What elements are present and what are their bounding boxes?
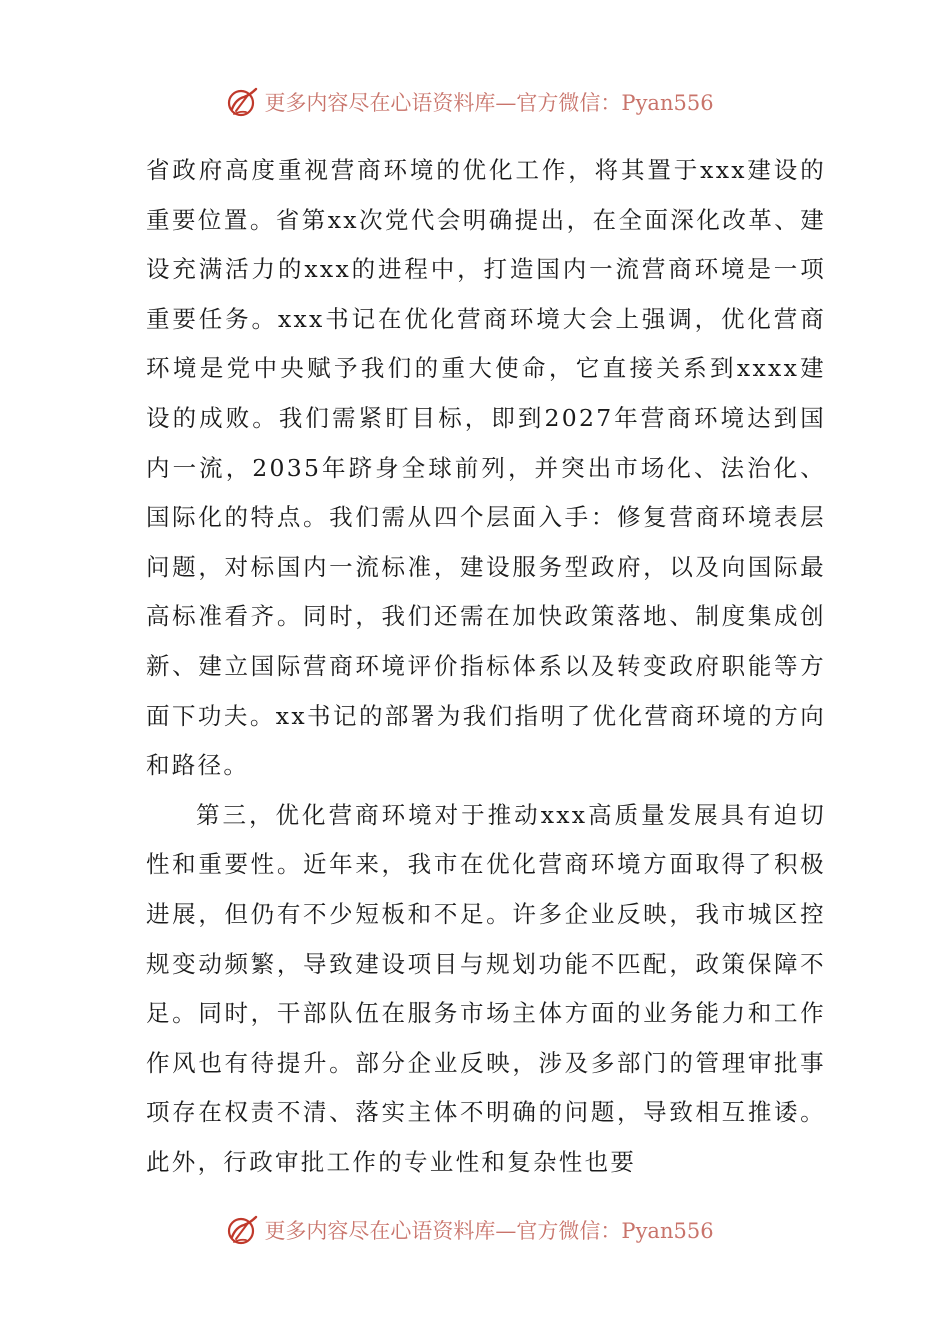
body-paragraph-1: 省政府高度重视营商环境的优化工作，将其置于xxx建设的重要位置。省第xx次党代会明确提出，在全面深化改革、建设充满活力的xxx的进程中，打造国内一流营商环境是一项重要任务。xxx书记在优化营商环境大会上强调，优化营商环境是党中央赋予我们的重大使命，它直接关系到xxxx建设的成败。我们需紧盯目标，即到2027年营商环境达到国内一流，2035年跻身全球前列，并突出市场化、法治化、国际化的特点。我们需从四个层面入手：修复营商环境表层问题，对标国内一流标准，建设服务型政府，以及向国际最高标准看齐。同时，我们还需在加快政策落地、制度集成创新、建立国际营商环境评价指标体系以及转变政府职能等方面下功夫。xx书记的部署为我们指明了优化营商环境的方向和路径。 bbox=[146, 156, 826, 780]
header-banner-text: 更多内容尽在心语资料库—官方微信：Pyan556 bbox=[264, 91, 714, 115]
pen-writing-icon bbox=[226, 85, 260, 119]
header-banner-inner bbox=[226, 85, 713, 119]
header-banner bbox=[0, 82, 950, 122]
document-body bbox=[146, 146, 826, 1187]
footer-banner-text: 更多内容尽在心语资料库—官方微信：Pyan556 bbox=[264, 1219, 714, 1243]
pen-writing-icon bbox=[226, 1213, 260, 1247]
footer-banner-inner bbox=[226, 1213, 713, 1247]
body-paragraph-2: 第三，优化营商环境对于推动xxx高质量发展具有迫切性和重要性。近年来，我市在优化营商环境方面取得了积极进展，但仍有不少短板和不足。许多企业反映，我市城区控规变动频繁，导致建设项目与规划功能不匹配，政策保障不足。同时，干部队伍在服务市场主体方面的业务能力和工作作风也有待提升。部分企业反映，涉及多部门的管理审批事项存在权责不清、落实主体不明确的问题，导致相互推诿。此外，行政审批工作的专业性和复杂性也要 bbox=[146, 800, 826, 1176]
footer-banner bbox=[0, 1210, 950, 1250]
